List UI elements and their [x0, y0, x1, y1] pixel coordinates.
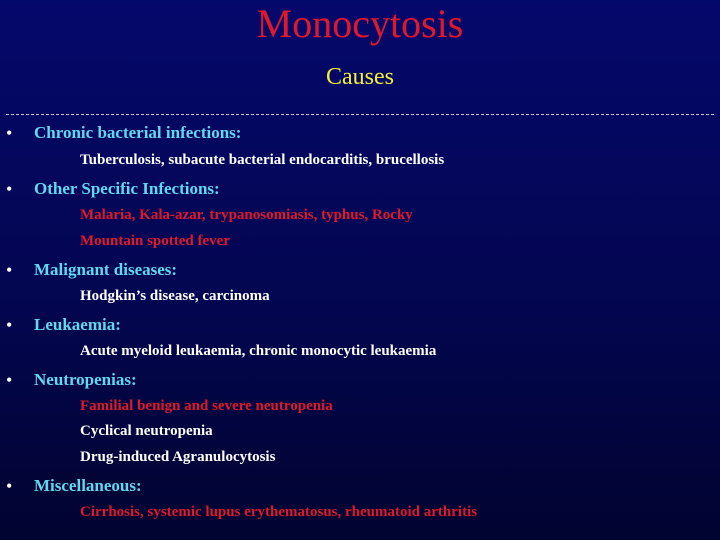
cause-detail: Cyclical neutropenia [80, 423, 213, 439]
cause-heading: Malignant diseases: [34, 260, 178, 279]
bullet-icon: • [6, 260, 13, 280]
cause-detail: Mountain spotted fever [80, 233, 230, 249]
cause-detail: Tuberculosis, subacute bacterial endocarditis, brucellosis [80, 152, 445, 168]
bullet-icon: • [6, 476, 13, 496]
bullet-icon: • [6, 123, 13, 143]
cause-detail: Cirrhosis, systemic lupus erythematosus, rheumatoid arthritis [80, 504, 478, 520]
slide-title: Monocytosis [256, 1, 464, 46]
cause-detail: Familial benign and severe neutropenia [80, 398, 333, 414]
cause-detail: Malaria, Kala-azar, trypanosomiasis, typhus, Rocky [80, 207, 413, 223]
cause-heading: Other Specific Infections: [34, 179, 220, 198]
cause-detail: Drug-induced Agranulocytosis [80, 449, 276, 465]
cause-heading: Chronic bacterial infections: [34, 123, 242, 142]
bullet-icon: • [6, 179, 13, 199]
bullet-icon: • [6, 370, 13, 390]
cause-heading: Miscellaneous: [34, 476, 142, 495]
cause-detail: Hodgkin’s disease, carcinoma [80, 288, 270, 304]
bullet-icon: • [6, 315, 13, 335]
cause-heading: Neutropenias: [34, 370, 137, 389]
cause-detail: Acute myeloid leukaemia, chronic monocytic leukaemia [80, 343, 437, 359]
slide-subtitle: Causes [326, 64, 394, 90]
cause-heading: Leukaemia: [34, 315, 121, 334]
